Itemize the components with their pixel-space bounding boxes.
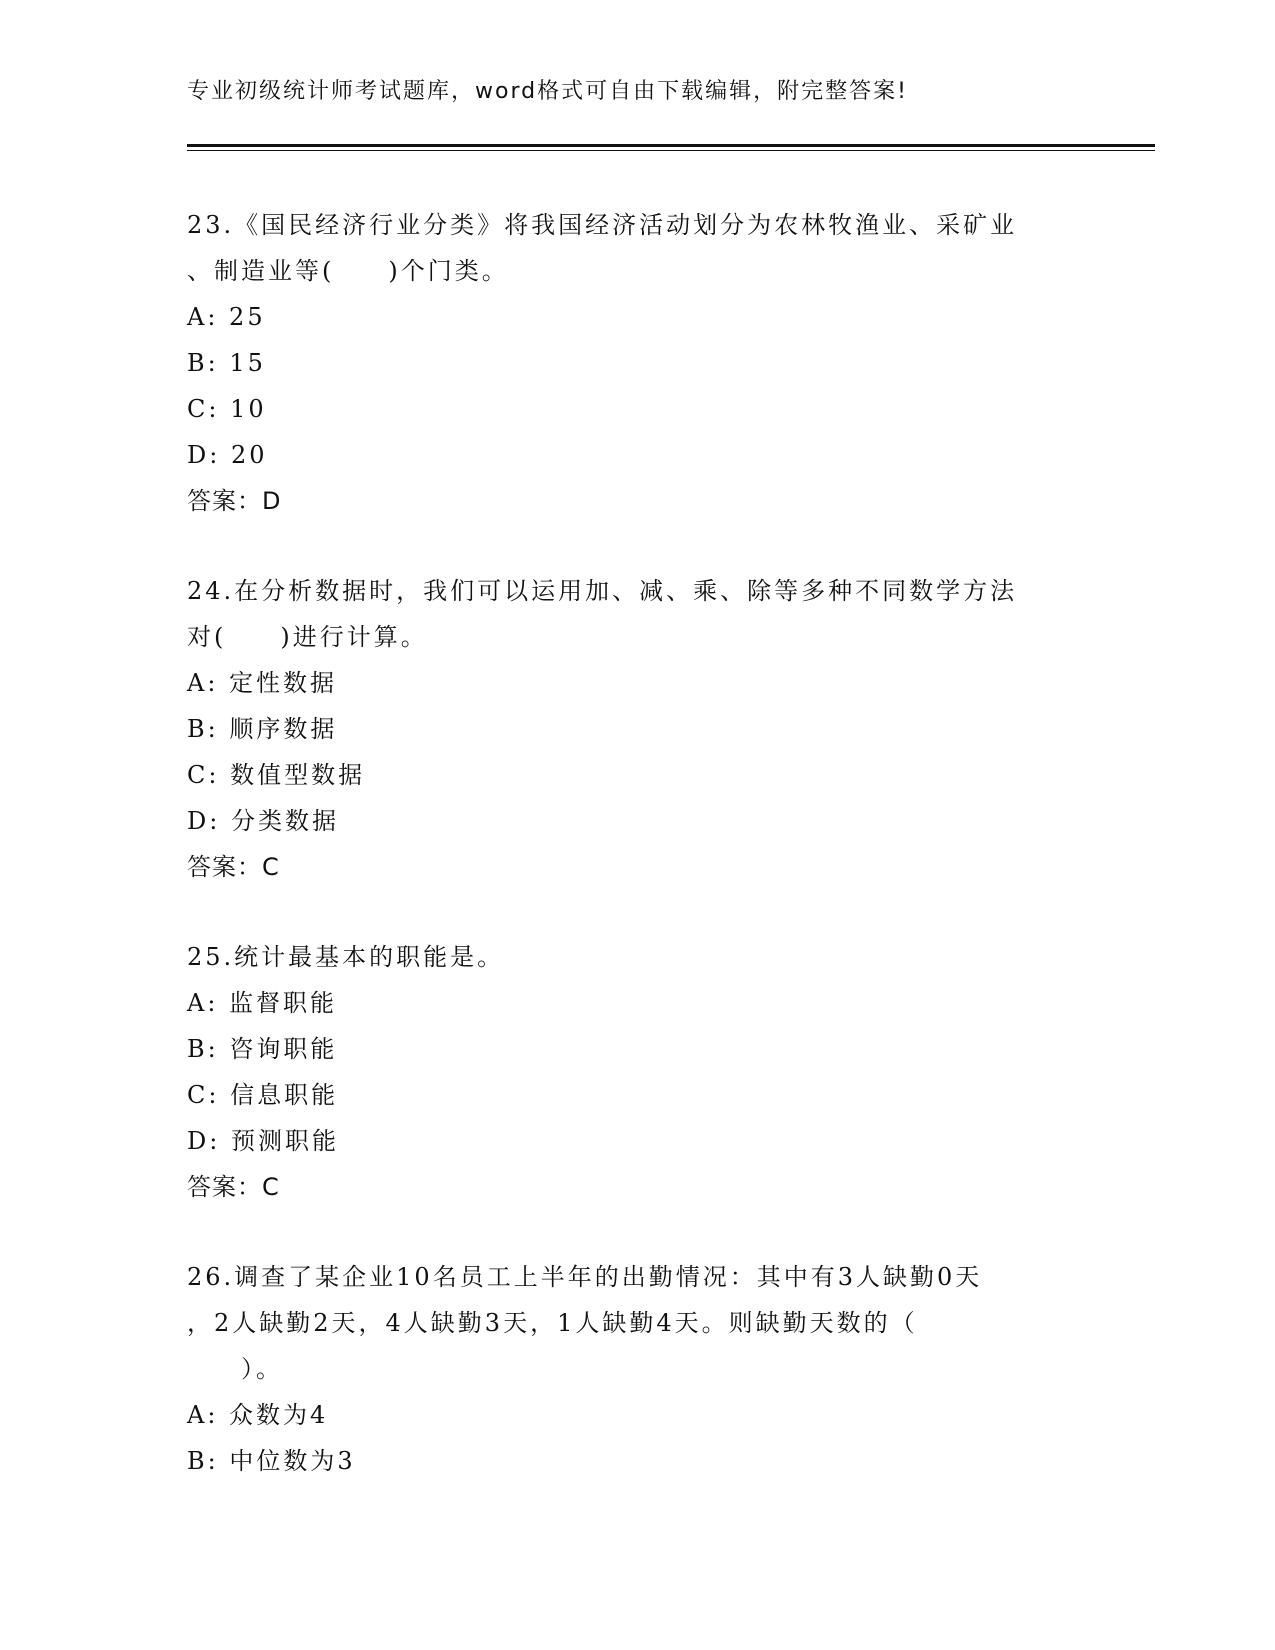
answer: 答案：C	[187, 853, 280, 881]
option-b: B: 15	[187, 349, 266, 377]
option-b: B: 咨询职能	[187, 1035, 338, 1063]
option-c: C: 10	[187, 395, 267, 423]
option-b: B: 顺序数据	[187, 715, 338, 743]
option-d: D: 20	[187, 441, 268, 469]
question-26	[187, 1254, 1087, 1484]
option-a: A: 25	[187, 303, 266, 331]
question-25	[187, 934, 1087, 1210]
option-a: A: 监督职能	[187, 989, 338, 1017]
answer: 答案：C	[187, 1173, 280, 1201]
question-stem: 24.在分析数据时，我们可以运用加、减、乘、除等多种不同数学方法 对( )进行计算。	[187, 577, 1018, 651]
question-stem: 26.调查了某企业10名员工上半年的出勤情况：其中有3人缺勤0天 ，2人缺勤2天，4人缺勤3天，1人缺勤4天。则缺勤天数的（ ）。	[187, 1263, 983, 1383]
question-23	[187, 202, 1087, 524]
option-d: D: 分类数据	[187, 807, 339, 835]
question-stem: 25.统计最基本的职能是。	[187, 943, 505, 971]
option-b: B: 中位数为3	[187, 1447, 356, 1475]
answer: 答案：D	[187, 487, 282, 515]
question-stem: 23.《国民经济行业分类》将我国经济活动划分为农林牧渔业、采矿业 、制造业等( )个门类。	[187, 211, 1018, 285]
page-header: 专业初级统计师考试题库，word格式可自由下载编辑，附完整答案!	[187, 79, 908, 104]
option-c: C: 数值型数据	[187, 761, 366, 789]
option-c: C: 信息职能	[187, 1081, 339, 1109]
question-list	[187, 202, 1087, 1528]
option-d: D: 预测职能	[187, 1127, 339, 1155]
option-a: A: 定性数据	[187, 669, 338, 697]
option-a: A: 众数为4	[187, 1401, 329, 1429]
question-24	[187, 568, 1087, 890]
header-rule-thin	[187, 150, 1155, 151]
header-rule	[187, 144, 1155, 147]
